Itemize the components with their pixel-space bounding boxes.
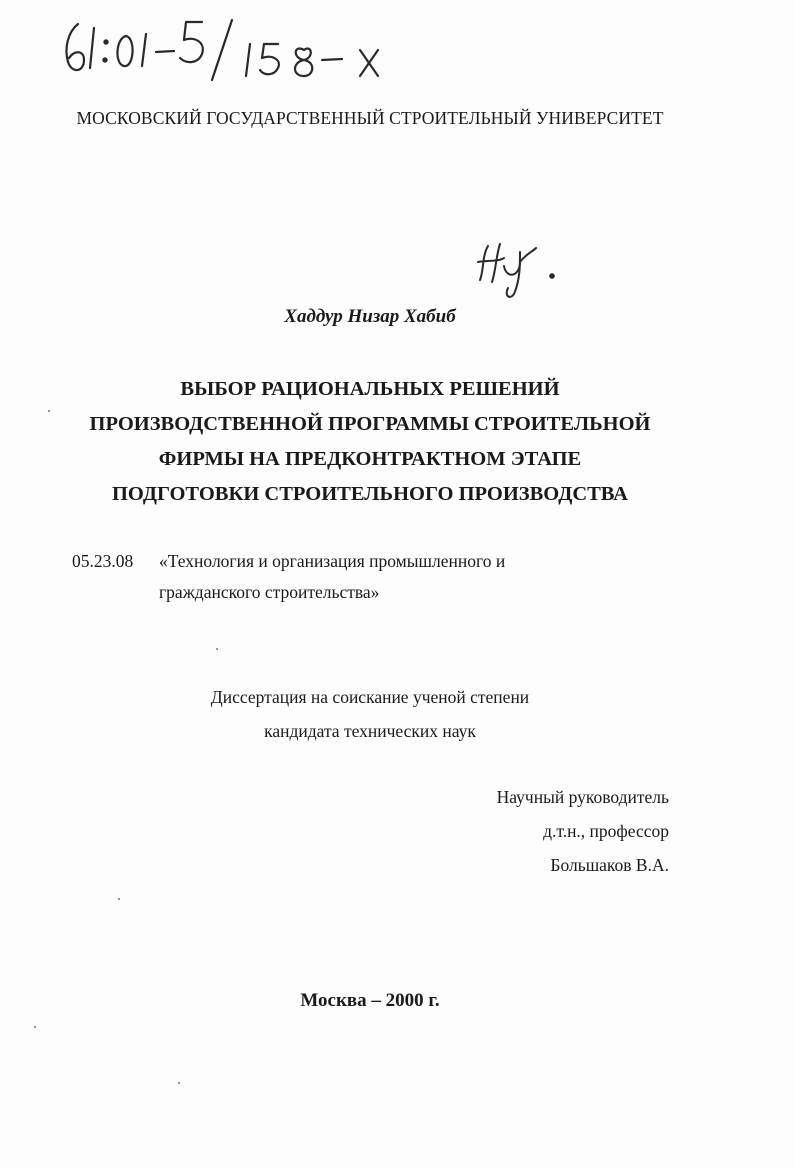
scan-speck <box>216 648 218 650</box>
degree-statement <box>0 680 740 748</box>
specialty-name <box>159 546 679 608</box>
archive-code-handwritten <box>60 14 400 84</box>
signature-drawing <box>474 236 564 302</box>
author-name: Хаддур Низар Хабиб <box>284 306 456 327</box>
degree-line: кандидата технических наук <box>264 721 476 741</box>
supervisor-block <box>497 780 669 882</box>
title-line: ВЫБОР РАЦИОНАЛЬНЫХ РЕШЕНИЙ <box>180 378 560 400</box>
specialty-name-line: «Технология и организация промышленного и <box>159 551 506 571</box>
title-line: ПОДГОТОВКИ СТРОИТЕЛЬНОГО ПРОИЗВОДСТВА <box>111 483 628 505</box>
scan-speck <box>34 1026 36 1028</box>
specialty-code: 05.23.08 <box>72 551 134 571</box>
university-name: МОСКОВСКИЙ ГОСУДАРСТВЕННЫЙ СТРОИТЕЛЬНЫЙ УНИВЕРСИТЕТ <box>76 108 664 128</box>
supervisor-role: Научный руководитель <box>496 787 669 807</box>
specialty-name-line: гражданского строительства» <box>159 582 380 602</box>
degree-line: Диссертация на соискание ученой степени <box>210 687 530 707</box>
city-year: Москва – 2000 г. <box>300 990 440 1011</box>
supervisor-degree: д.т.н., профессор <box>543 821 669 841</box>
title-line: ПРОИЗВОДСТВЕННОЙ ПРОГРАММЫ СТРОИТЕЛЬНОЙ <box>89 413 651 435</box>
signature <box>474 236 564 302</box>
scan-speck <box>48 410 50 412</box>
supervisor-name: Большаков В.А. <box>550 855 669 875</box>
dissertation-title <box>0 372 740 512</box>
scan-speck <box>118 898 120 900</box>
scan-speck <box>178 1082 180 1084</box>
title-line: ФИРМЫ НА ПРЕДКОНТРАКТНОМ ЭТАПЕ <box>158 448 582 470</box>
archive-code-drawing <box>60 14 400 84</box>
